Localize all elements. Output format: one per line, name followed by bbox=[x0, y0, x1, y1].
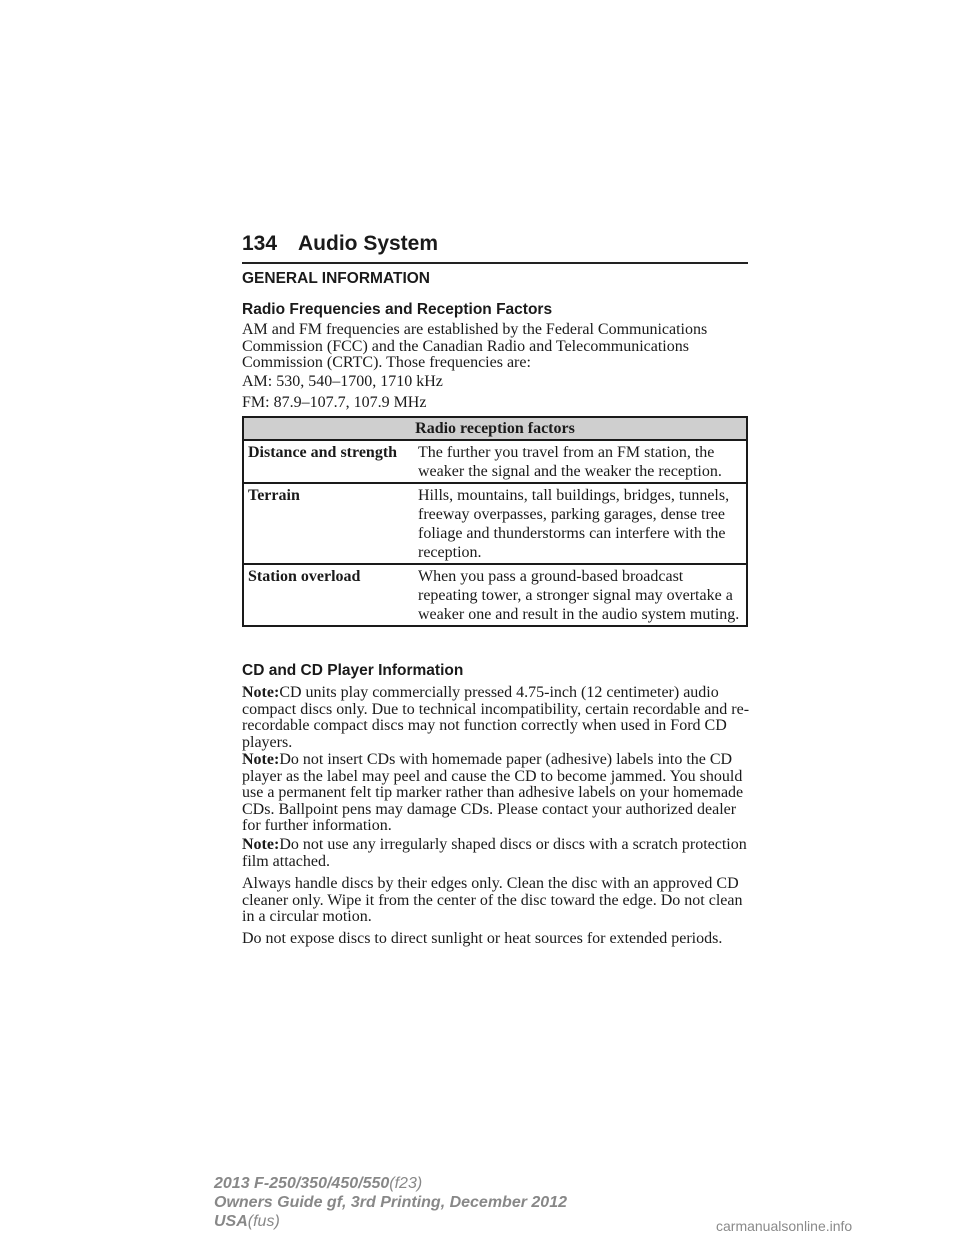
table-row bbox=[243, 564, 747, 626]
am-frequencies: AM: 530, 540–1700, 1710 kHz bbox=[242, 373, 443, 390]
note-text: Do not insert CDs with homemade paper (adhesive) labels into the CD player as the label may peel and cause the CD to become jammed. You should use a permanent felt tip marker rather than adhesive labels on your homemade CDs. Ballpoint pens may damage CDs. Please contact your authorized dealer for further information. bbox=[242, 751, 744, 834]
general-information-heading: GENERAL INFORMATION bbox=[242, 270, 431, 287]
factor-description: Hills, mountains, tall buildings, bridges, tunnels, freeway overpasses, parking garages, dense tree foliage and thunderstorms can interfere with the reception. bbox=[414, 483, 747, 564]
note-label: Note: bbox=[242, 751, 280, 768]
note-label: Note: bbox=[242, 836, 280, 853]
page-footer bbox=[214, 1174, 567, 1231]
radio-reception-factors-table bbox=[242, 416, 748, 627]
cd-exposure-paragraph: Do not expose discs to direct sunlight or heat sources for extended periods. bbox=[242, 930, 723, 947]
footer-guide: Owners Guide gf, 3rd Printing, December 2012 bbox=[214, 1194, 567, 1211]
note-text: CD units play commercially pressed 4.75-inch (12 centimeter) audio compact discs only. Due to technical incompatibility, certain recordable and re-recordable compact discs may not function correctly when used in Ford CD players. bbox=[242, 684, 750, 751]
note-text: Do not use any irregularly shaped discs or discs with a scratch protection film attached. bbox=[242, 836, 747, 870]
factor-name: Station overload bbox=[243, 564, 414, 626]
table-row bbox=[243, 440, 747, 483]
factor-name: Terrain bbox=[243, 483, 414, 564]
page-number: 134 bbox=[242, 232, 278, 255]
table-row bbox=[243, 483, 747, 564]
factor-description: The further you travel from an FM station, the weaker the signal and the weaker the reception. bbox=[414, 440, 747, 483]
table-title: Radio reception factors bbox=[243, 417, 747, 440]
radio-intro-paragraph: AM and FM frequencies are established by the Federal Communications Commission (FCC) and the Canadian Radio and Telecommunications Commission (CRTC). Those frequencies are: bbox=[242, 321, 708, 371]
section-title: Audio System bbox=[298, 232, 439, 255]
cd-note-2 bbox=[242, 752, 752, 835]
radio-frequencies-heading: Radio Frequencies and Reception Factors bbox=[242, 301, 553, 318]
factor-description: When you pass a ground-based broadcast repeating tower, a stronger signal may overtake a weaker one and result in the audio system muting. bbox=[414, 564, 747, 626]
footer-market: USA bbox=[214, 1213, 248, 1230]
watermark: carmanualsonline.info bbox=[716, 1218, 853, 1234]
page-header bbox=[242, 228, 748, 264]
note-label: Note: bbox=[242, 684, 280, 701]
fm-frequencies: FM: 87.9–107.7, 107.9 MHz bbox=[242, 394, 427, 411]
cd-handling-paragraph: Always handle discs by their edges only. Clean the disc with an approved CD cleaner only. Wipe it from the center of the disc toward the edge. Do not clean in a circular motion. bbox=[242, 875, 743, 925]
cd-information-heading: CD and CD Player Information bbox=[242, 662, 464, 679]
cd-note-3 bbox=[242, 837, 752, 870]
factor-name: Distance and strength bbox=[243, 440, 414, 483]
footer-market-code: (fus) bbox=[247, 1213, 280, 1230]
footer-model: 2013 F-250/350/450/550 bbox=[214, 1175, 390, 1192]
footer-model-code: (f23) bbox=[389, 1175, 423, 1192]
cd-note-1 bbox=[242, 685, 752, 751]
